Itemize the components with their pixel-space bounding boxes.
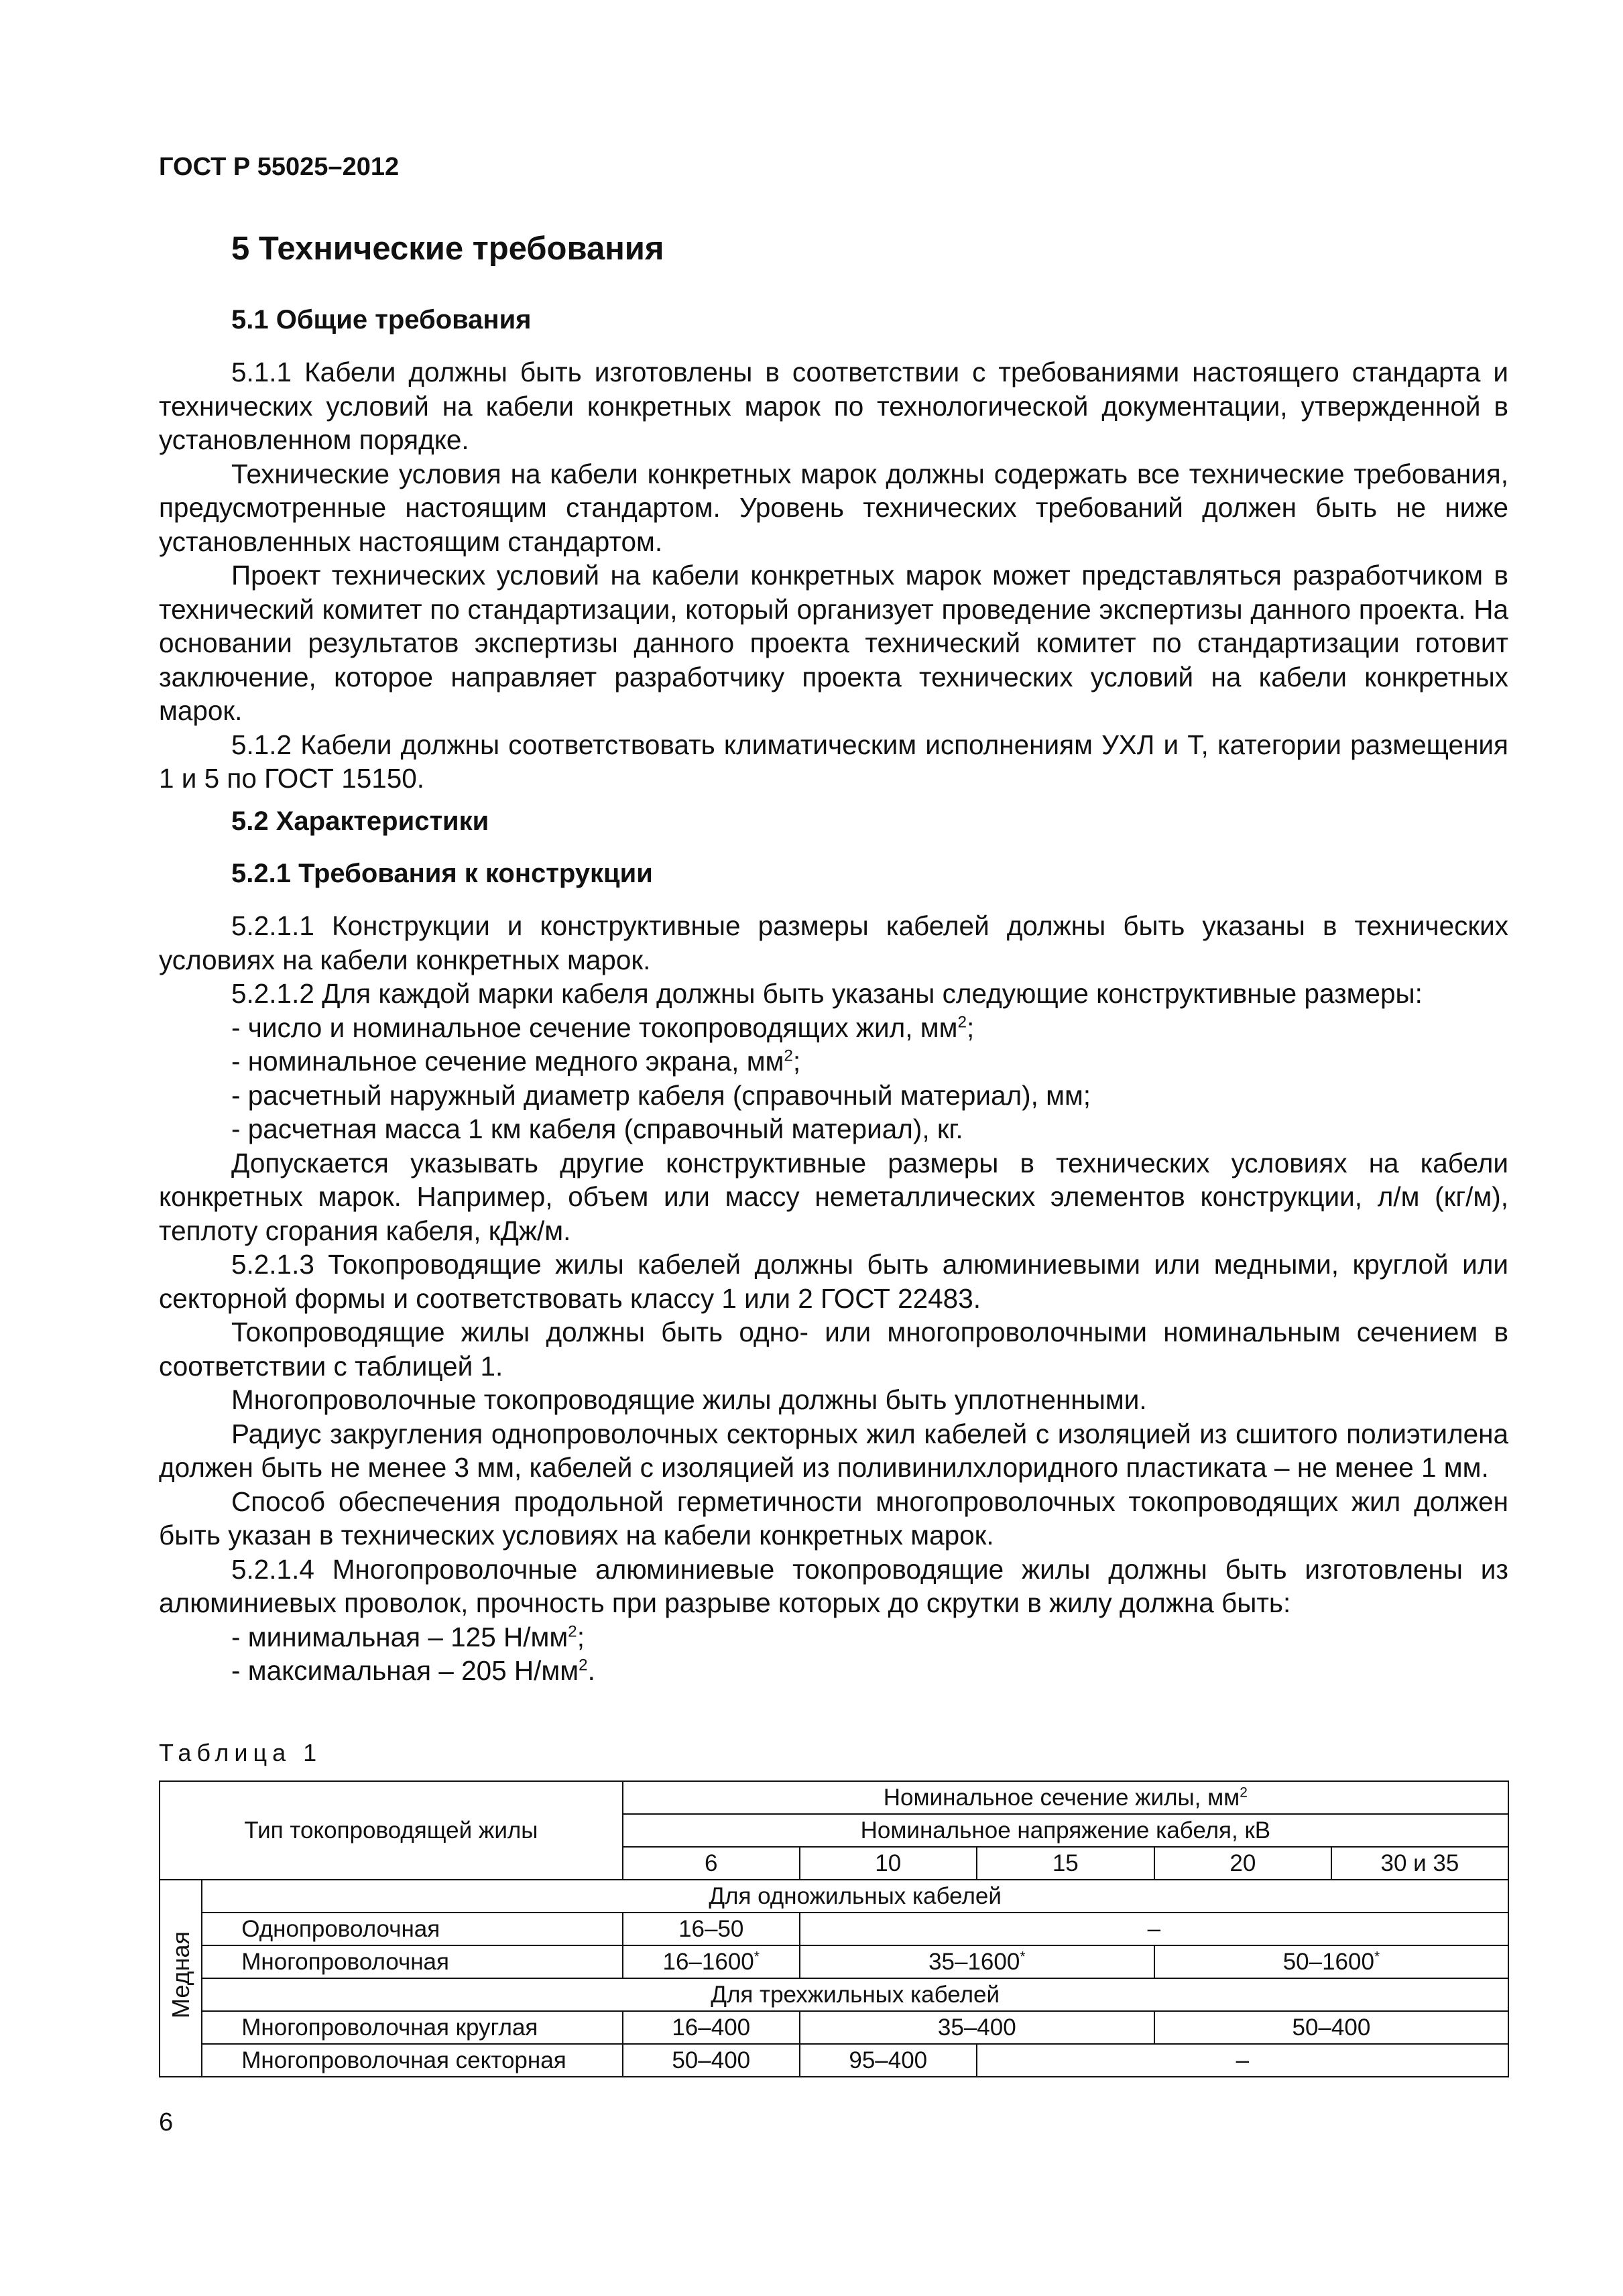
table-header-type: Тип токопроводящей жилы	[160, 1781, 623, 1880]
table-cell: –	[800, 1913, 1508, 1945]
table-caption: Таблица 1	[159, 1739, 322, 1766]
table-row	[160, 1913, 1508, 1945]
table-cell: 35–1600*	[800, 1945, 1154, 1978]
table-cell: 16–50	[623, 1913, 800, 1945]
paragraph: 5.2.1.4 Многопроволочные алюминиевые токопроводящие жилы должны быть изготовлены из алюминиевых проволок, прочность при разрыве которых до скрутки в жилу должна быть:	[159, 1553, 1508, 1618]
table-header-cell: 10	[800, 1847, 977, 1880]
table-header-cell: 15	[977, 1847, 1154, 1880]
table-cell: Многопроволочная секторная	[202, 2044, 622, 2077]
page-number: 6	[159, 2108, 174, 2136]
list-item: - максимальная – 205 $Н/мм^2$.	[231, 1655, 595, 1686]
paragraph: Радиус закругления однопроволочных секторных жил кабелей с изоляцией из сшитого полиэтилена должен быть не менее 3 мм, кабелей с изоляцией из поливинилхлоридного пластиката – не менее 1 мм.	[159, 1418, 1508, 1483]
subsection-title-5-1: 5.1 Общие требования	[231, 305, 532, 335]
table-cell: Многопроволочная	[202, 1945, 622, 1978]
table-cell: 16–1600*	[623, 1945, 800, 1978]
table-1	[159, 1780, 1509, 2077]
list-item: - номинальное сечение медного экрана, $мм^2$;	[231, 1046, 801, 1077]
table-group-row: Для одножильных кабелей	[202, 1880, 1508, 1913]
list-item: - число и номинальное сечение токопроводящих жил, $мм^2$;	[231, 1012, 975, 1043]
table-cell: 95–400	[800, 2044, 977, 2077]
paragraph: Проект технических условий на кабели конкретных марок может представляться разработчиком в технический комитет по стандартизации, который организует проведение экспертизы данного проекта. На основании результатов экспертизы данного проекта технический комитет по стандартизации готовит заключение, которое направляет разработчику проекта технических условий на кабели конкретных марок.	[159, 560, 1508, 726]
paragraph: 5.2.1.3 Токопроводящие жилы кабелей должны быть алюминиевыми или медными, круглой или секторной формы и соответствовать классу 1 или 2 ГОСТ 22483.	[159, 1249, 1508, 1314]
section-5-2-body	[159, 909, 1508, 1688]
paragraph: Способ обеспечения продольной герметичности многопроволочных токопроводящих жил должен быть указан в технических условиях на кабели конкретных марок.	[159, 1486, 1508, 1551]
table-header-cell: 20	[1154, 1847, 1331, 1880]
subsection-title-5-2-1: 5.2.1 Требования к конструкции	[231, 859, 653, 888]
paragraph: Токопроводящие жилы должны быть одно- или многопроволочными номинальным сечением в соответствии с таблицей 1.	[159, 1317, 1508, 1382]
list-item: - расчетная масса 1 км кабеля (справочный материал), кг.	[231, 1113, 963, 1144]
table-header-section: Номинальное сечение жилы, $мм^2$	[623, 1781, 1508, 1814]
table-row	[160, 1945, 1508, 1978]
paragraph: Многопроволочные токопроводящие жилы должны быть уплотненными.	[231, 1384, 1147, 1415]
table-group-row: Для трехжильных кабелей	[202, 1978, 1508, 2011]
table-header-voltage: Номинальное напряжение кабеля, кВ	[623, 1814, 1508, 1847]
table-cell: 50–400	[623, 2044, 800, 2077]
paragraph: 5.2.1.1 Конструкции и конструктивные размеры кабелей должны быть указаны в технических условиях на кабели конкретных марок.	[159, 910, 1508, 975]
table-row	[160, 2044, 1508, 2077]
paragraph: Допускается указывать другие конструктивные размеры в технических условиях на кабели конкретных марок. Например, объем или массу неметаллических элементов конструкции, л/м (кг/м), теплоту сгорания кабеля, кДж/м.	[159, 1147, 1508, 1246]
table-cell: 16–400	[623, 2011, 800, 2044]
list-item: - минимальная – 125 $Н/мм^2$;	[231, 1621, 585, 1652]
table-row	[160, 2011, 1508, 2044]
material-cell: Медная	[160, 1880, 202, 2077]
paragraph: 5.1.2 Кабели должны соответствовать климатическим исполнениям УХЛ и Т, категории размещения 1 и 5 по ГОСТ 15150.	[159, 729, 1508, 794]
subsection-title-5-2: 5.2 Характеристики	[231, 806, 489, 836]
paragraph: 5.1.1 Кабели должны быть изготовлены в соответствии с требованиями настоящего стандарта и технических условий на кабели конкретных марок по технологической документации, утвержденной в установленном порядке.	[159, 357, 1508, 455]
table-header-cell: 6	[623, 1847, 800, 1880]
paragraph: Технические условия на кабели конкретных марок должны содержать все технические требования, предусмотренные настоящим стандартом. Уровень технических требований должен быть не ниже установленных настоящим стандартом.	[159, 458, 1508, 557]
section-title: 5 Технические требования	[231, 231, 664, 267]
section-5-1-body	[159, 355, 1508, 796]
table-header-cell: 30 и 35	[1331, 1847, 1508, 1880]
table-cell: –	[977, 2044, 1508, 2077]
table-cell: 50–1600*	[1154, 1945, 1508, 1978]
paragraph: 5.2.1.2 Для каждой марки кабеля должны быть указаны следующие конструктивные размеры:	[231, 978, 1423, 1009]
table-cell: 35–400	[800, 2011, 1154, 2044]
list-item: - расчетный наружный диаметр кабеля (справочный материал), мм;	[231, 1079, 1091, 1111]
document-header-id: ГОСТ Р 55025–2012	[159, 153, 400, 181]
table-cell: Однопроволочная	[202, 1913, 622, 1945]
table-cell: Многопроволочная круглая	[202, 2011, 622, 2044]
table-cell: 50–400	[1154, 2011, 1508, 2044]
